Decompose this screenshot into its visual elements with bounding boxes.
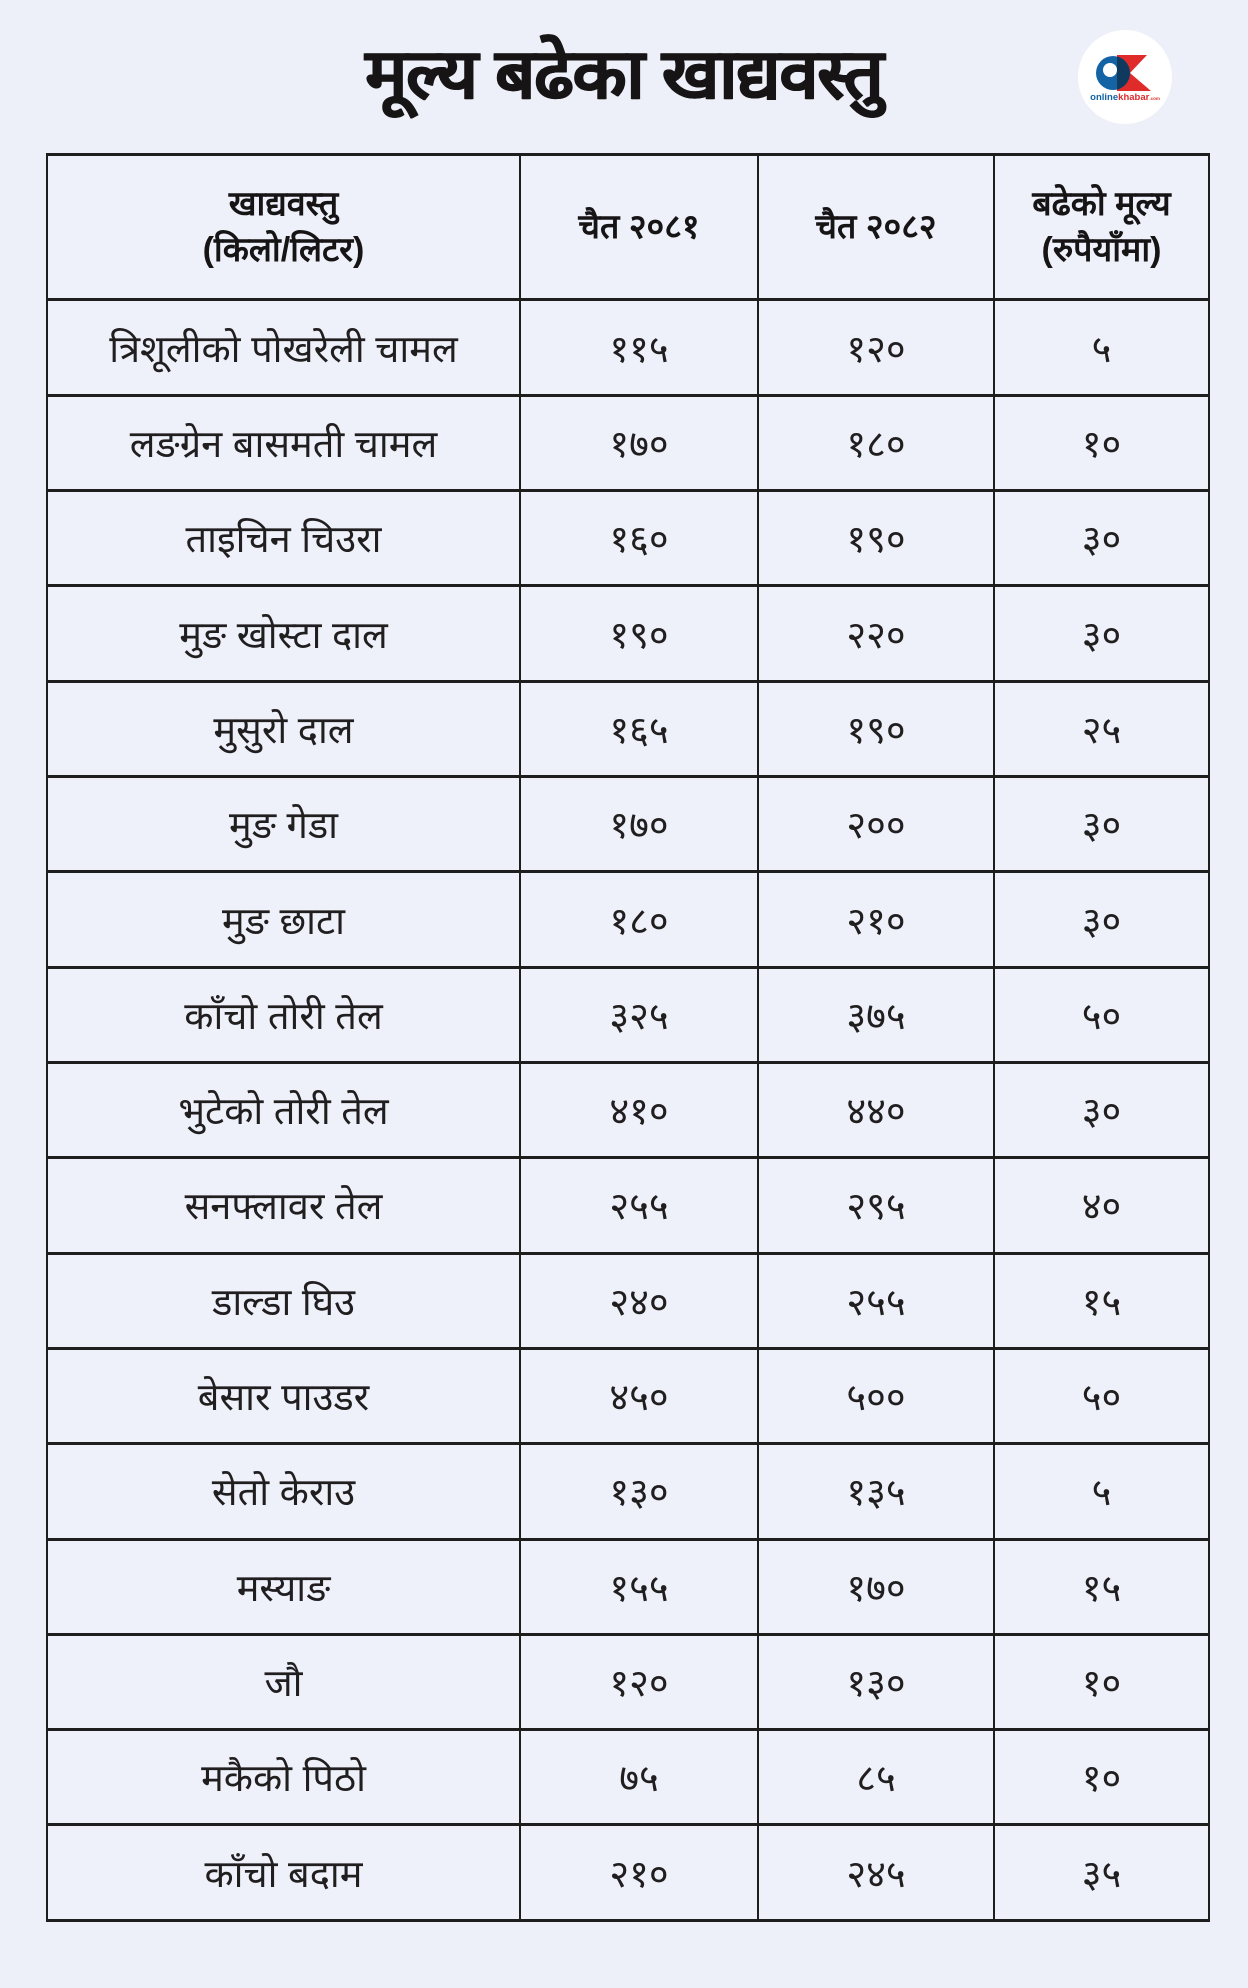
table-row — [47, 1539, 1209, 1634]
table-row — [47, 1825, 1209, 1921]
header-increase — [994, 155, 1209, 300]
increase-cell: १५ — [994, 1539, 1209, 1634]
increase-cell: ३० — [994, 777, 1209, 872]
logo-word-tld: .com — [1149, 96, 1160, 101]
increase-cell: ५० — [994, 967, 1209, 1062]
header-increase-line1: बढेको मूल्य — [1032, 185, 1171, 224]
item-cell: मुङ गेडा — [47, 777, 520, 872]
price-2081-cell: ११५ — [520, 300, 758, 395]
item-cell: सेतो केराउ — [47, 1444, 520, 1539]
price-2082-cell: १३५ — [758, 1444, 994, 1539]
logo-word-online: online — [1090, 92, 1119, 103]
increase-cell: ५ — [994, 300, 1209, 395]
price-2081-cell: १६५ — [520, 681, 758, 776]
table-row — [47, 872, 1209, 967]
increase-cell: ३० — [994, 586, 1209, 681]
item-cell: मस्याङ — [47, 1539, 520, 1634]
logo-word-khabar: khabar — [1118, 92, 1150, 103]
onlinekhabar-logo — [1078, 30, 1172, 124]
header-chait-2082: चैत २०८२ — [758, 155, 994, 300]
price-2082-cell: २०० — [758, 777, 994, 872]
table-row — [47, 1444, 1209, 1539]
increase-cell: ५० — [994, 1348, 1209, 1443]
price-2082-cell: १८० — [758, 395, 994, 490]
price-2082-cell: २२० — [758, 586, 994, 681]
increase-cell: ३० — [994, 872, 1209, 967]
header-item — [47, 155, 520, 300]
item-cell: मकैको पिठो — [47, 1730, 520, 1825]
table-row — [47, 777, 1209, 872]
item-cell: जौ — [47, 1634, 520, 1729]
item-cell: त्रिशूलीको पोखरेली चामल — [47, 300, 520, 395]
price-2082-cell: १७० — [758, 1539, 994, 1634]
price-2081-cell: ७५ — [520, 1730, 758, 1825]
table-row — [47, 586, 1209, 681]
increase-cell: ३० — [994, 1062, 1209, 1157]
item-cell: बेसार पाउडर — [47, 1348, 520, 1443]
item-cell: लङग्रेन बासमती चामल — [47, 395, 520, 490]
increase-cell: २५ — [994, 681, 1209, 776]
price-2082-cell: २५५ — [758, 1253, 994, 1348]
item-cell: ताइचिन चिउरा — [47, 491, 520, 586]
price-2082-cell: ८५ — [758, 1730, 994, 1825]
increase-cell: ४० — [994, 1158, 1209, 1253]
increase-cell: ३५ — [994, 1825, 1209, 1921]
table-row — [47, 967, 1209, 1062]
table-row — [47, 1730, 1209, 1825]
price-2082-cell: १९० — [758, 491, 994, 586]
price-2081-cell: १९० — [520, 586, 758, 681]
price-2081-cell: १५५ — [520, 1539, 758, 1634]
item-cell: भुटेको तोरी तेल — [47, 1062, 520, 1157]
header-chait-2081: चैत २०८१ — [520, 155, 758, 300]
price-2081-cell: १६० — [520, 491, 758, 586]
item-cell: डाल्डा घिउ — [47, 1253, 520, 1348]
table-row — [47, 395, 1209, 490]
price-2082-cell: २१० — [758, 872, 994, 967]
price-2081-cell: ४५० — [520, 1348, 758, 1443]
increase-cell: १५ — [994, 1253, 1209, 1348]
price-2082-cell: २९५ — [758, 1158, 994, 1253]
page-title: मूल्य बढेका खाद्यवस्तु — [365, 35, 883, 113]
price-2082-cell: ३७५ — [758, 967, 994, 1062]
increase-cell: १० — [994, 1634, 1209, 1729]
item-cell: काँचो बदाम — [47, 1825, 520, 1921]
table-row — [47, 491, 1209, 586]
ok-icon — [1096, 54, 1154, 92]
price-2082-cell: १९० — [758, 681, 994, 776]
increase-cell: ३० — [994, 491, 1209, 586]
price-2082-cell: ५०० — [758, 1348, 994, 1443]
item-cell: सनफ्लावर तेल — [47, 1158, 520, 1253]
increase-cell: ५ — [994, 1444, 1209, 1539]
item-cell: मुसुरो दाल — [47, 681, 520, 776]
price-2081-cell: १२० — [520, 1634, 758, 1729]
table-row — [47, 681, 1209, 776]
table-row — [47, 1158, 1209, 1253]
price-2082-cell: २४५ — [758, 1825, 994, 1921]
header-item-line1: खाद्यवस्तु — [228, 185, 339, 224]
table-row — [47, 300, 1209, 395]
table-row — [47, 1634, 1209, 1729]
price-2081-cell: १८० — [520, 872, 758, 967]
price-2082-cell: १२० — [758, 300, 994, 395]
header-increase-line2: (रुपैयाँमा) — [1041, 231, 1162, 270]
increase-cell: १० — [994, 1730, 1209, 1825]
item-cell: मुङ खोस्टा दाल — [47, 586, 520, 681]
price-2081-cell: १३० — [520, 1444, 758, 1539]
price-2081-cell: ३२५ — [520, 967, 758, 1062]
price-2081-cell: २५५ — [520, 1158, 758, 1253]
price-2081-cell: २१० — [520, 1825, 758, 1921]
price-table — [46, 153, 1210, 1922]
table-row — [47, 1253, 1209, 1348]
price-2081-cell: १७० — [520, 777, 758, 872]
ok-icon-o-hole — [1103, 63, 1117, 77]
price-2081-cell: ४१० — [520, 1062, 758, 1157]
increase-cell: १० — [994, 395, 1209, 490]
price-2081-cell: २४० — [520, 1253, 758, 1348]
item-cell: मुङ छाटा — [47, 872, 520, 967]
price-2082-cell: १३० — [758, 1634, 994, 1729]
logo-wordmark — [1090, 92, 1160, 104]
item-cell: काँचो तोरी तेल — [47, 967, 520, 1062]
price-2081-cell: १७० — [520, 395, 758, 490]
table-row — [47, 1348, 1209, 1443]
price-2082-cell: ४४० — [758, 1062, 994, 1157]
table-row — [47, 1062, 1209, 1157]
header-item-line2: (किलो/लिटर) — [202, 231, 365, 270]
table-header-row — [47, 155, 1209, 300]
